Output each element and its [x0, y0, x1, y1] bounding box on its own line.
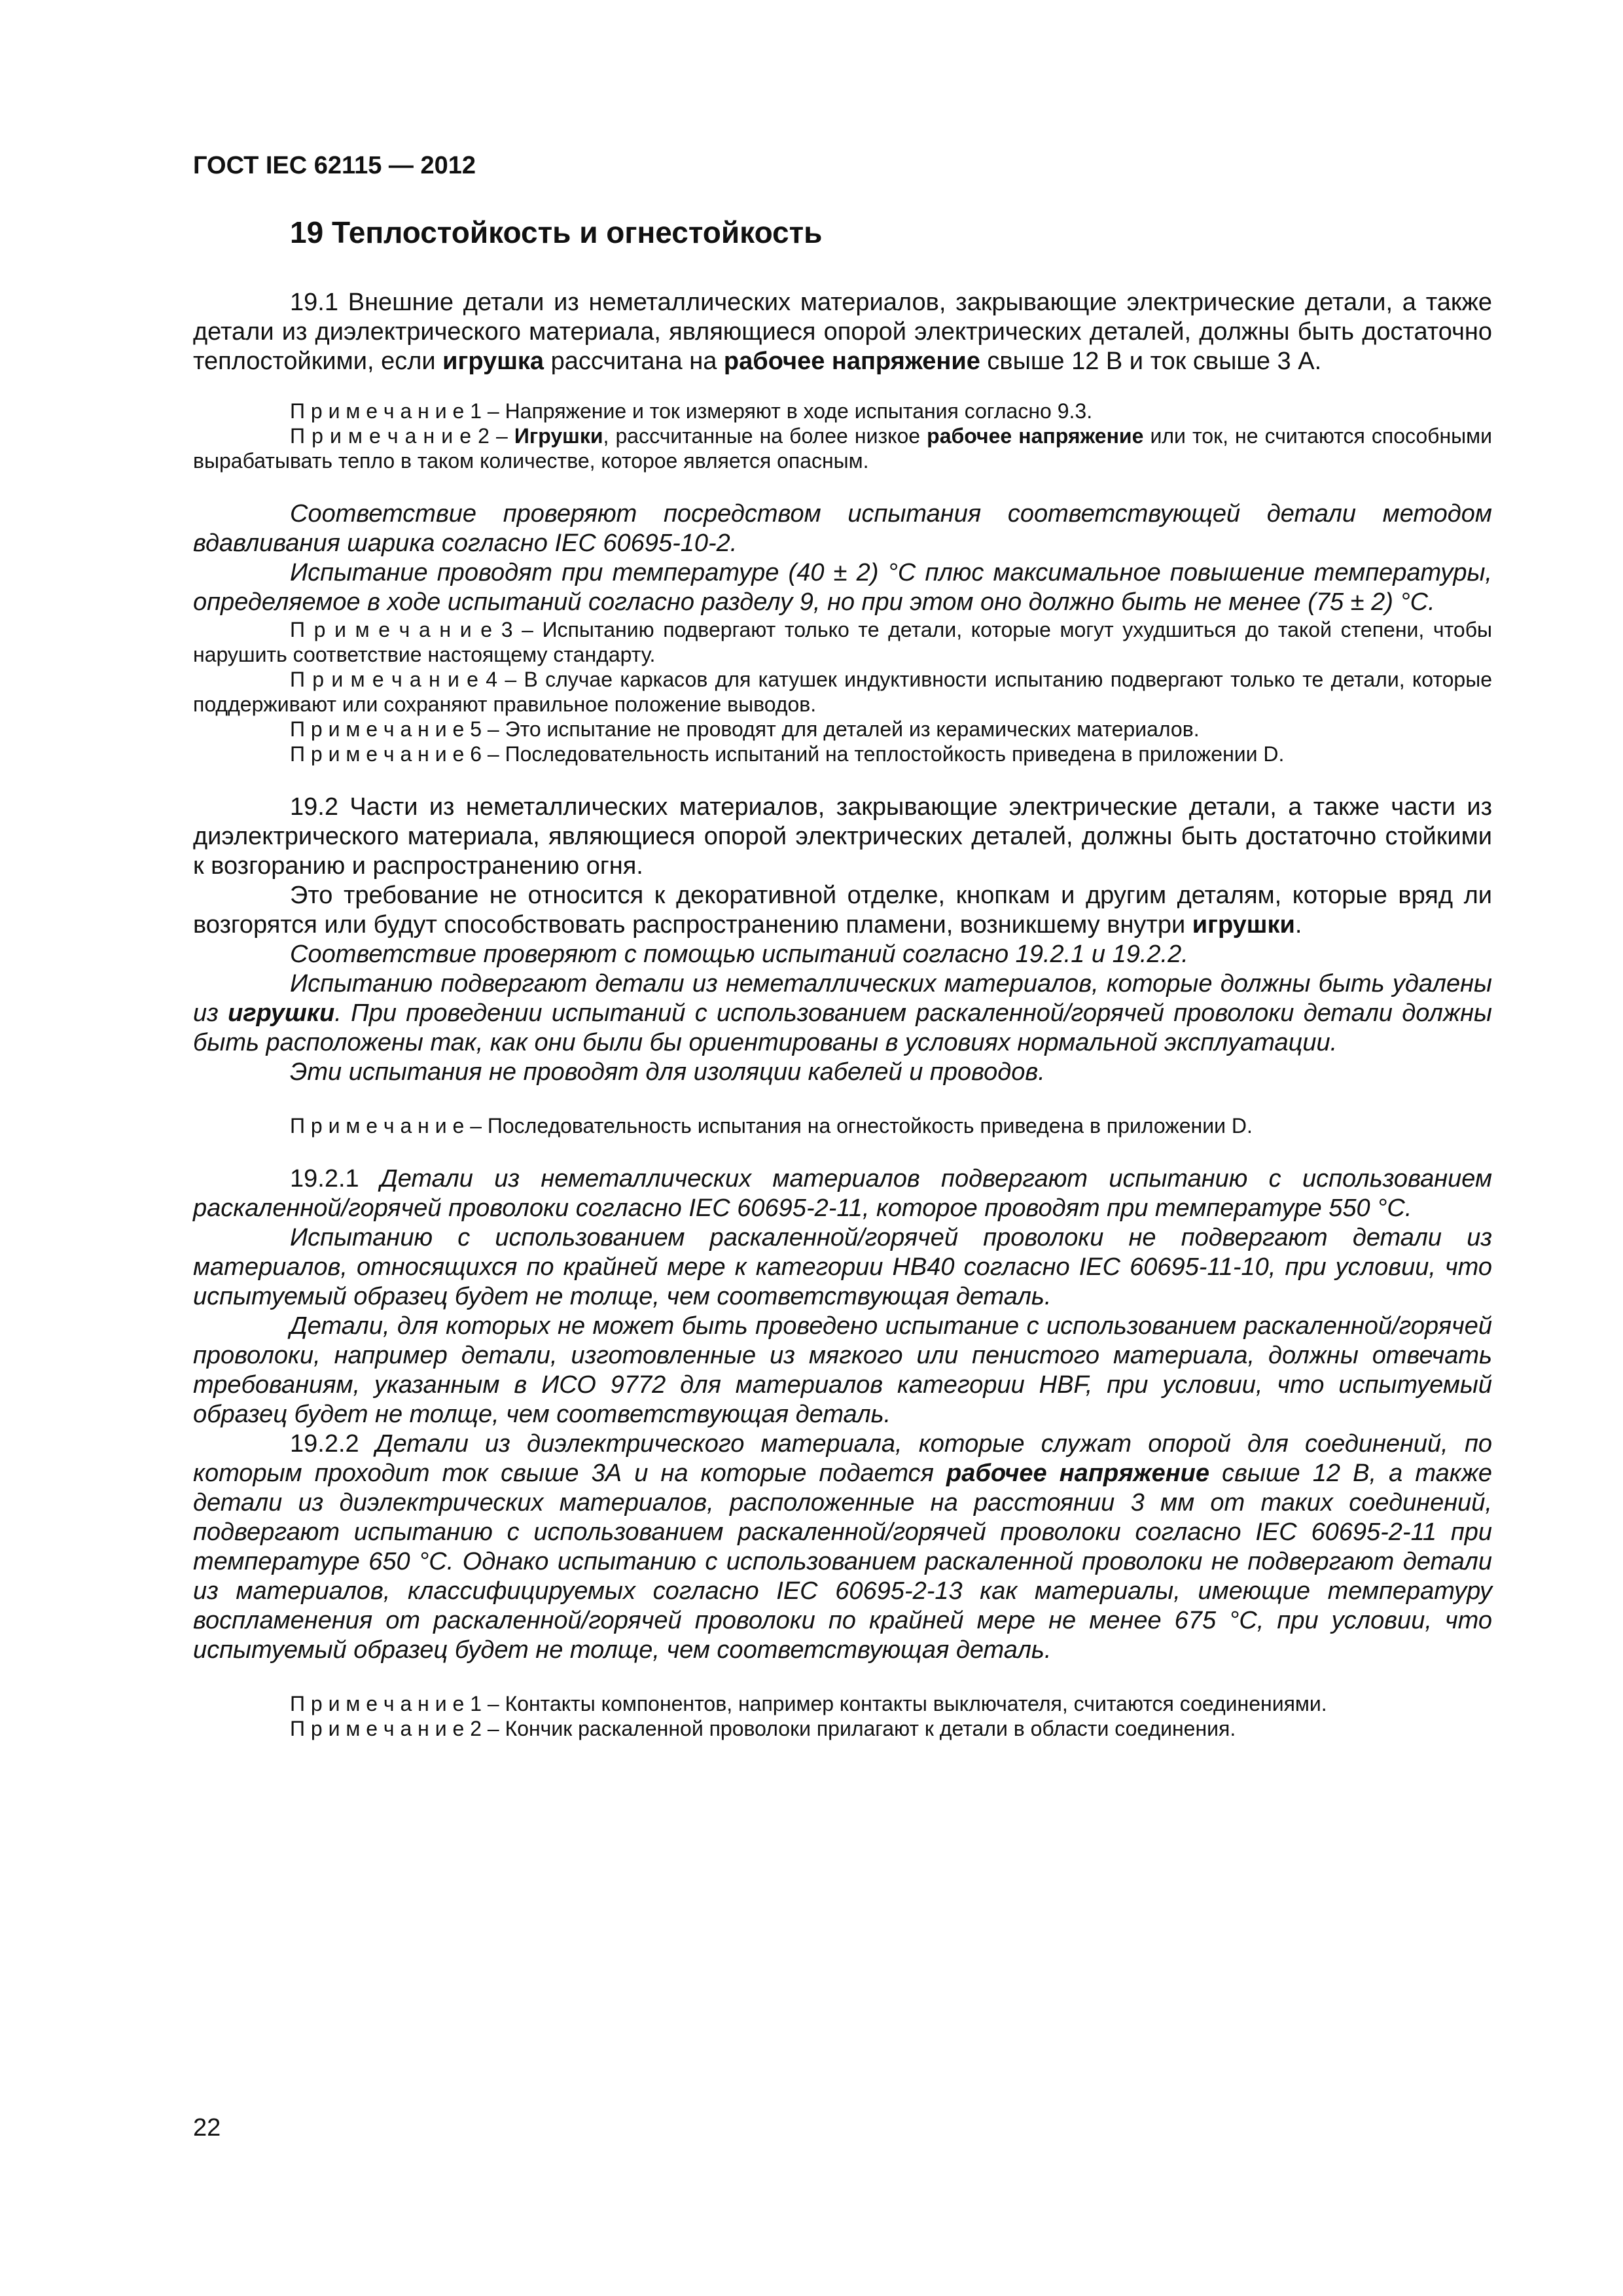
- term-working-voltage: рабочее напряжение: [927, 424, 1144, 448]
- paragraph-19-2-2: 19.2.2 Детали из диэлектрического материала, которые служат опорой для соединений, по которым проходит ток свыше 3А и на которые подается рабочее напряжение свыше 12 В, а также детали из диэлектрических материалов, расположенные на расстоянии 3 мм от таких соединений, подвергают испытанию с использованием раскаленной/горячей проволоки согласно IEC 60695-2-11 при температуре 650 °C. Однако испытанию с использованием раскаленной проволоки не подвергают детали из материалов, классифицируемых согласно IEC 60695-2-13 как материалы, имеющие температуру воспламенения от раскаленной/горячей проволоки по крайней мере не менее 675 °C, при условии, что испытуемый образец будет не толще, чем соответствующая деталь.: [193, 1430, 1492, 1664]
- compliance-ball-pressure: Соответствие проверяют посредством испытания соответствующей детали методом вдавливания шарика согласно IEC 60695-10-2.: [193, 500, 1492, 557]
- term-toy: игрушки: [228, 999, 335, 1027]
- note-3: П р и м е ч а н и е 3 – Испытанию подвергают только те детали, которые могут ухудшиться до такой степени, чтобы нарушить соответствие настоящему стандарту.: [193, 618, 1493, 666]
- removable-parts: Испытанию подвергают детали из неметаллических материалов, которые должны быть удалены из игрушки. При проведении испытаний с использованием раскаленной/горячей проволоки детали должны быть расположены так, как они были бы ориентированы в условиях нормальной эксплуатации.: [193, 970, 1493, 1056]
- page-number: 22: [193, 2114, 221, 2142]
- test-temperature: Испытание проводят при температуре (40 ± 2) °C плюс максимальное повышение температуры, определяемое в ходе испытаний согласно разделу 9, но при этом оно должно быть не менее (75 ± 2) °C.: [193, 559, 1492, 616]
- note-6: П р и м е ч а н и е 6 – Последовательность испытаний на теплостойкость приведена в приложении D.: [290, 742, 1285, 766]
- cables-exclusion: Эти испытания не проводят для изоляции кабелей и проводов.: [290, 1058, 1045, 1086]
- hb40-exemption: Испытанию с использованием раскаленной/горячей проволоки не подвергают детали из материалов, относящихся по крайней мере к категории НВ40 согласно IEC 60695-11-10, при условии, что испытуемый образец будет не толще, чем соответствующая деталь.: [193, 1224, 1492, 1310]
- term-toy: игрушка: [442, 348, 544, 375]
- requirement-exclusion: Это требование не относится к декоративной отделке, кнопкам и другим деталям, которые вряд ли возгорятся или будут способствовать распространению пламени, возникшему внутри игрушки.: [193, 882, 1492, 939]
- paragraph-19-2-1: 19.2.1 Детали из неметаллических материалов подвергают испытанию с использованием раскаленной/горячей проволоки согласно IEC 60695-2-11, которое проводят при температуре 550 °C.: [193, 1165, 1493, 1222]
- term-working-voltage: рабочее напряжение: [946, 1460, 1210, 1487]
- document-code: ГОСТ IEC 62115 — 2012: [193, 152, 476, 179]
- note-1: П р и м е ч а н и е 1 – Напряжение и ток измеряют в ходе испытания согласно 9.3.: [290, 399, 1093, 423]
- note-final-1: П р и м е ч а н и е 1 – Контакты компонентов, например контакты выключателя, считаются соединениями.: [290, 1692, 1327, 1715]
- term-working-voltage: рабочее напряжение: [723, 348, 980, 375]
- compliance-fire: Соответствие проверяют с помощью испытаний согласно 19.2.1 и 19.2.2.: [290, 941, 1188, 968]
- paragraph-19-2: 19.2 Части из неметаллических материалов, закрывающие электрические детали, а также части из диэлектрического материала, являющиеся опорой электрических деталей, должны быть достаточно стойкими к возгоранию и распространению огня.: [193, 793, 1492, 880]
- section-title: 19 Теплостойкость и огнестойкость: [290, 215, 823, 249]
- note-5: П р и м е ч а н и е 5 – Это испытание не проводят для деталей из керамических материалов.: [290, 717, 1200, 741]
- note-4: П р и м е ч а н и е 4 – В случае каркасов для катушек индуктивности испытанию подвергают только те детали, которые поддерживают или сохраняют правильное положение выводов.: [193, 668, 1493, 716]
- term-toys: Игрушки: [514, 424, 603, 448]
- document-body: [193, 288, 1492, 1741]
- paragraph-19-1: 19.1 Внешние детали из неметаллических материалов, закрывающие электрические детали, а также детали из диэлектрического материала, являющиеся опорой электрических деталей, должны быть достаточно теплостойкими, если игрушка рассчитана на рабочее напряжение свыше 12 В и ток свыше 3 А.: [193, 289, 1492, 375]
- note-fire-sequence: П р и м е ч а н и е – Последовательность испытания на огнестойкость приведена в приложении D.: [290, 1114, 1253, 1138]
- note-2: П р и м е ч а н и е 2 – Игрушки, рассчитанные на более низкое рабочее напряжение или ток, не считаются способными вырабатывать тепло в таком количестве, которое является опасным.: [193, 424, 1493, 473]
- note-final-2: П р и м е ч а н и е 2 – Кончик раскаленной проволоки прилагают к детали в области соединения.: [290, 1717, 1236, 1740]
- term-toy: игрушки: [1192, 911, 1295, 939]
- hbf-requirement: Детали, для которых не может быть проведено испытание с использованием раскаленной/горячей проволоки, например детали, изготовленные из мягкого или пенистого материала, должны отвечать требованиям, указанным в ИСО 9772 для материалов категории HBF, при условии, что испытуемый образец будет не толще, чем соответствующая деталь.: [193, 1312, 1492, 1428]
